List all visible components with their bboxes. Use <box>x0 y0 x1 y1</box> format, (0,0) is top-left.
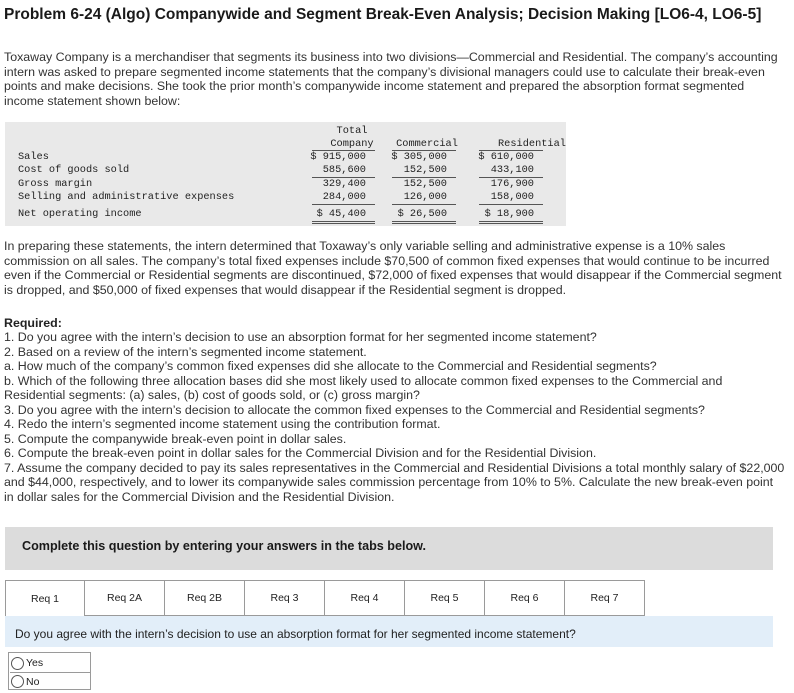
row-label: Gross margin <box>18 178 93 190</box>
row-label: Sales <box>18 151 49 163</box>
problem-title: Problem 6-24 (Algo) Companywide and Segment Break-Even Analysis; Decision Making [LO6-4, LO6-5] <box>4 6 762 23</box>
required-item: 2. Based on a review of the intern’s segmented income statement. <box>4 344 367 359</box>
tab-req-3[interactable]: Req 3 <box>245 580 325 616</box>
subtotal-rule <box>312 204 375 205</box>
row-commercial: 152,500 <box>403 164 447 176</box>
header-total-line2: Company <box>330 138 374 150</box>
requirement-tabs <box>5 580 645 616</box>
row-residential: 158,000 <box>490 191 534 203</box>
intro-paragraph: Toxaway Company is a merchandiser that segments its business into two divisions—Commercial and Residential. The company’s accounting intern was asked to prepare segmented income statements that the company’s divisional managers could use to calculate their break-even points and make decisions. She took the prior month’s companywide income statement and prepared the absorption format segmented income statement shown below: <box>4 50 778 108</box>
tab-req-2b[interactable]: Req 2B <box>165 580 245 616</box>
required-item: 7. Assume the company decided to pay its sales representatives in the Commercial and Residential Divisions a total monthly salary of $22,000 and $44,000, respectively, and to lower its companywide sales commission percentage from 10% to 5%. Calculate the new break-even point in dollar sales for the Commercial Division and the Residential Division. <box>4 460 785 504</box>
required-item: 5. Compute the companywide break-even point in dollar sales. <box>4 431 347 446</box>
option-no[interactable] <box>10 672 90 690</box>
row-commercial: 152,500 <box>403 178 447 190</box>
tab-req-2a[interactable]: Req 2A <box>85 580 165 616</box>
tab-req-5[interactable]: Req 5 <box>405 580 485 616</box>
header-commercial: Commercial <box>396 138 458 150</box>
header-residential: Residential <box>498 138 566 150</box>
tab-req-4[interactable]: Req 4 <box>325 580 405 616</box>
total-double-rule <box>312 221 375 222</box>
row-residential: $ 18,900 <box>484 208 534 220</box>
subtotal-rule <box>479 204 543 205</box>
tab-req-7[interactable]: Req 7 <box>565 580 645 616</box>
required-item: a. How much of the company’s common fixed expenses did she allocate to the Commercial and Residential segments? <box>4 359 657 373</box>
row-total: 329,400 <box>322 178 366 190</box>
required-item: 6. Compute the break-even point in dollar sales for the Commercial Division and for the Residential Division. <box>4 446 597 460</box>
required-heading: Required: <box>4 316 62 330</box>
row-residential: $ 610,000 <box>478 151 534 163</box>
option-label: No <box>26 675 40 688</box>
row-label: Selling and administrative expenses <box>18 191 235 203</box>
required-item: 4. Redo the intern’s segmented income statement using the contribution format. <box>4 417 441 431</box>
question-text: Do you agree with the intern’s decision to use an absorption format for her segmented income statement? <box>15 627 576 641</box>
option-label: Yes <box>26 657 44 669</box>
row-commercial: $ 26,500 <box>397 208 447 220</box>
segmented-income-statement <box>5 122 566 226</box>
instructions-bar <box>5 527 773 570</box>
row-residential: 176,900 <box>490 178 534 190</box>
row-residential: 433,100 <box>490 164 534 176</box>
row-commercial: $ 305,000 <box>391 151 447 163</box>
row-total: 284,000 <box>322 191 366 203</box>
subtotal-rule <box>392 204 456 205</box>
row-total: $ 915,000 <box>310 151 366 163</box>
row-total: 585,600 <box>322 164 366 176</box>
answer-options <box>8 652 91 690</box>
required-item: 3. Do you agree with the intern’s decision to allocate the common fixed expenses to the Commercial and Residential segments? <box>4 402 705 417</box>
row-label: Cost of goods sold <box>18 164 130 176</box>
row-total: $ 45,400 <box>316 208 366 220</box>
row-label: Net operating income <box>18 208 142 220</box>
required-item: 1. Do you agree with the intern’s decision to use an absorption format for her segmented income statement? <box>4 330 597 344</box>
option-yes[interactable] <box>10 654 90 672</box>
total-double-rule <box>392 221 456 222</box>
radio-button[interactable] <box>11 675 24 688</box>
tab-req-1[interactable]: Req 1 <box>5 580 85 616</box>
total-double-rule <box>479 221 543 222</box>
radio-button[interactable] <box>11 657 24 670</box>
row-commercial: 126,000 <box>403 191 447 203</box>
tab-req-6[interactable]: Req 6 <box>485 580 565 616</box>
question-banner <box>5 616 773 647</box>
required-item: b. Which of the following three allocation bases did she most likely used to allocate common fixed expenses to the Commercial and Residential segments: (a) sales, (b) cost of goods sold, or (c) gross margin? <box>4 373 723 402</box>
instructions-text: Complete this question by entering your answers in the tabs below. <box>22 539 426 553</box>
preparing-paragraph: In preparing these statements, the intern determined that Toxaway’s only variable selling and administrative expense is a 10% sales commission on all sales. The company’s total fixed expenses include $70,500 of common fixed expenses that would continue to be incurred even if the Commercial or Residential segments are discontinued, $72,000 of fixed expenses that would disappear if the Commercial segment is dropped, and $50,000 of fixed expenses that would disappear if the Residential segment is dropped. <box>4 239 782 297</box>
header-total-line1: Total <box>336 125 368 137</box>
required-list <box>4 330 786 504</box>
